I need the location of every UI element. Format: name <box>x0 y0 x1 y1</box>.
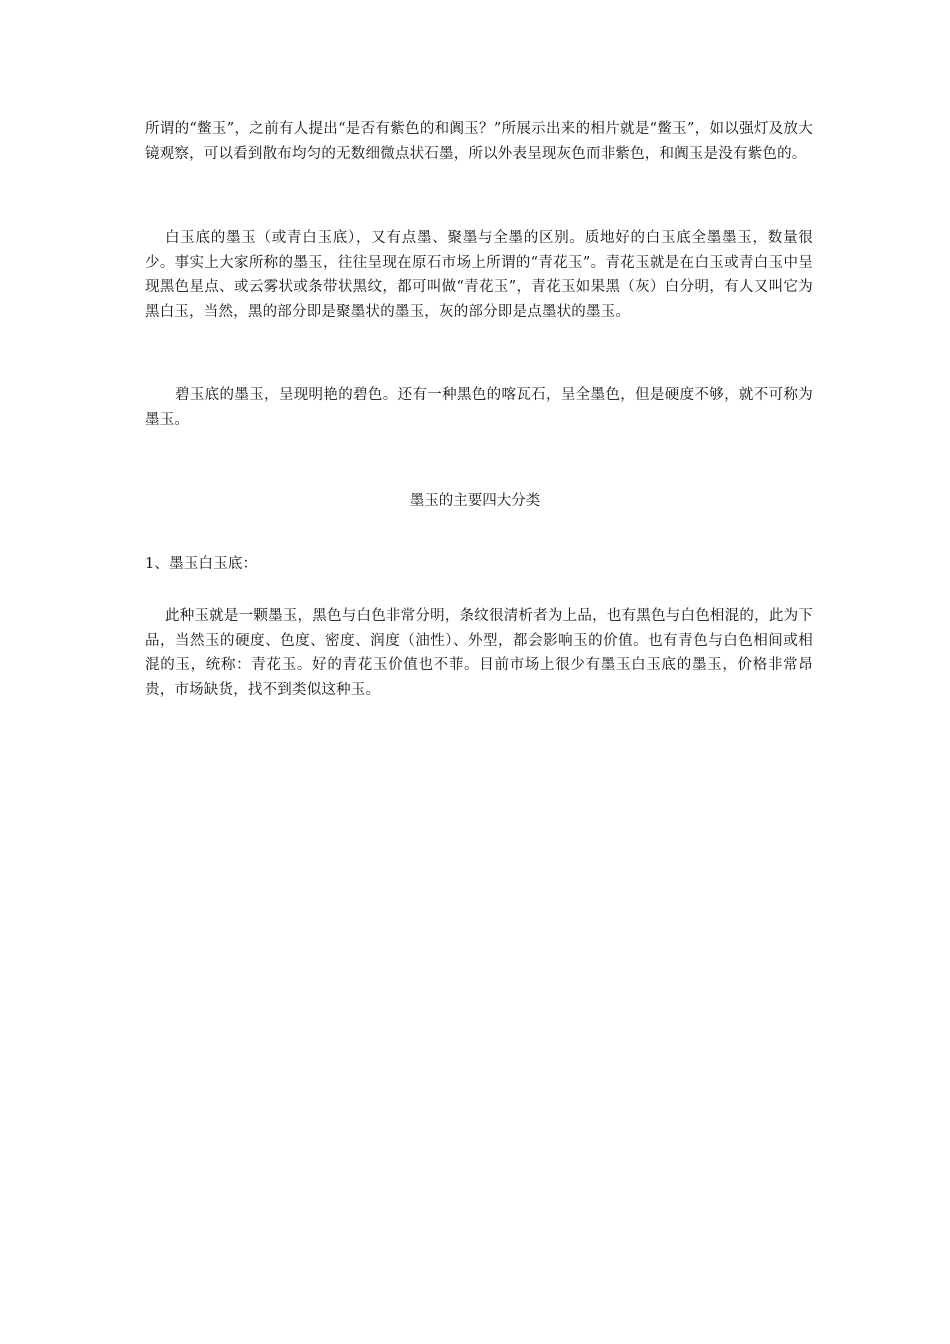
paragraph-green-jade-base: 碧玉底的墨玉，呈现明艳的碧色。还有一种黑色的喀瓦石，呈全墨色，但是硬度不够，就不可称为墨玉。 <box>145 387 813 428</box>
subheading-white-base: 1、墨玉白玉底： <box>145 556 258 572</box>
section-heading: 墨玉的主要四大分类 <box>409 493 541 509</box>
paragraph-bieyu: 所谓的“鳖玉”，之前有人提出“是否有紫色的和阗玉？”所展示出来的相片就是“鳖玉”，如以强灯及放大镜观察，可以看到散布均匀的无数细微点状石墨，所以外表呈现灰色而非紫色，和阗玉是没有紫色的。 <box>145 121 813 162</box>
paragraph-white-jade-base: 白玉底的墨玉（或青白玉底），又有点墨、聚墨与全墨的区别。质地好的白玉底全墨墨玉，数量很少。事实上大家所称的墨玉，往往呈现在原石市场上所谓的“青花玉”。青花玉就是在白玉或青白玉中呈现黑色星点、或云雾状或条带状黑纹，都可叫做“青花玉”，青花玉如果黑（灰）白分明，有人又叫它为黑白玉，当然，黑的部分即是聚墨状的墨玉，灰的部分即是点墨状的墨玉。 <box>145 230 813 320</box>
paragraph-section-body: 此种玉就是一颗墨玉，黑色与白色非常分明，条纹很清析者为上品，也有黑色与白色相混的，此为下品，当然玉的硬度、色度、密度、润度（油性）、外型，都会影响玉的价值。也有青色与白色相间或相混的玉，统称：青花玉。好的青花玉价值也不菲。目前市场上很少有墨玉白玉底的墨玉，价格非常昂贵，市场缺货，找不到类似这种玉。 <box>145 608 813 698</box>
